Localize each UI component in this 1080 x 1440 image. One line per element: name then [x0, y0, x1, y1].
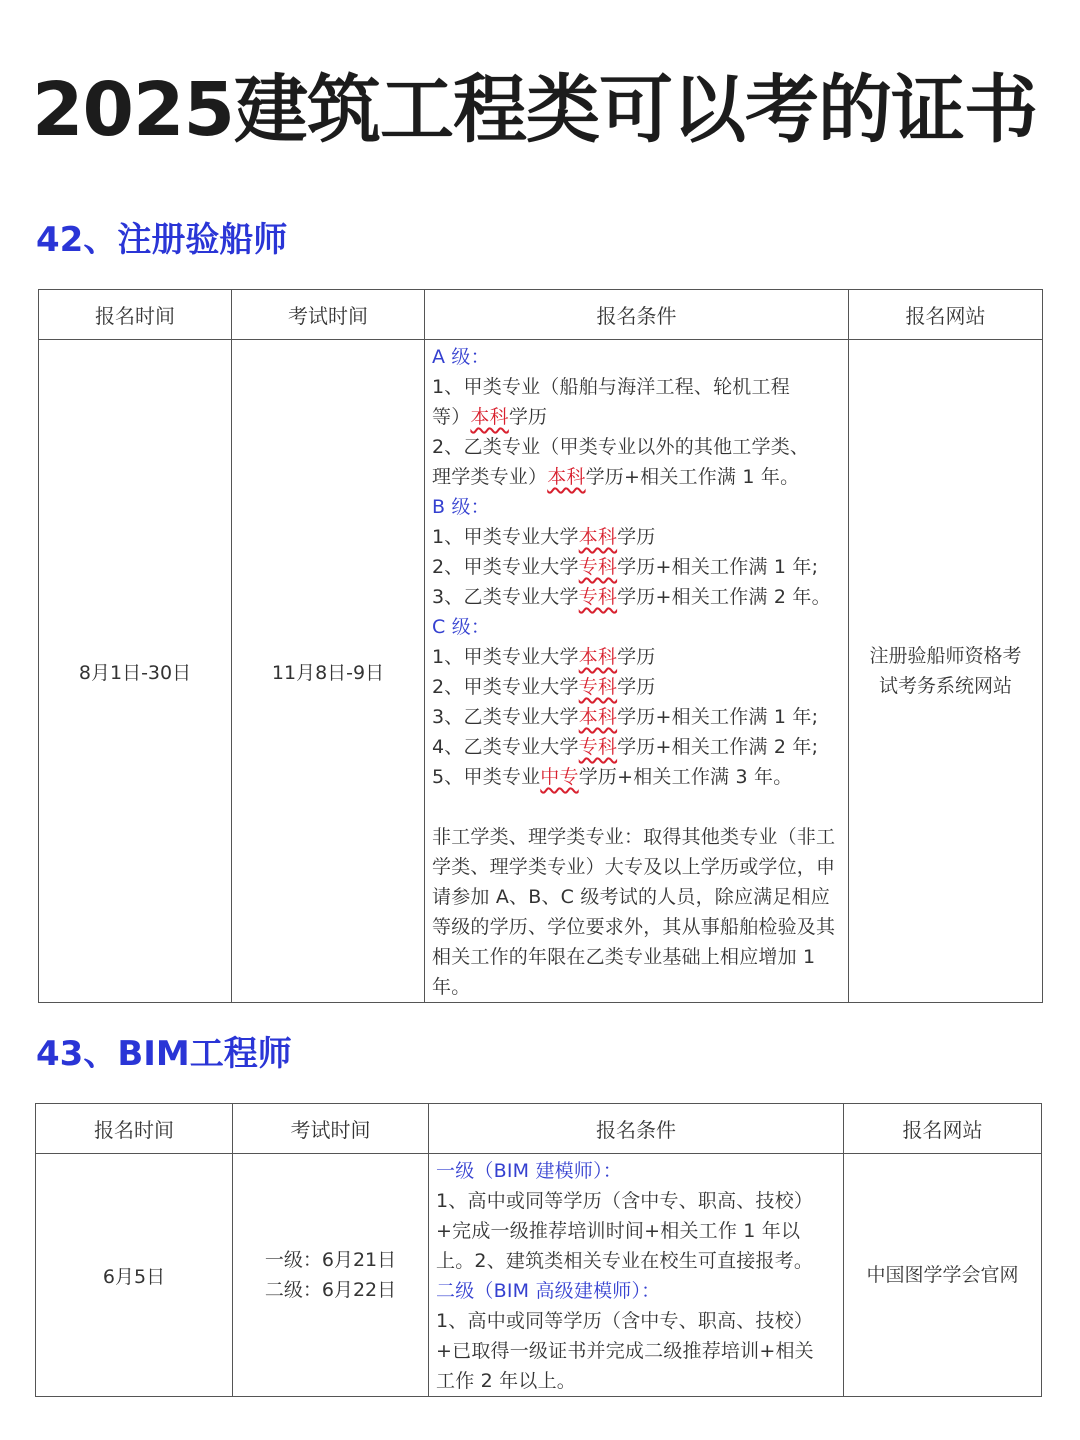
condition-line: 1、高中或同等学历（含中专、职高、技校） — [436, 1190, 814, 1212]
condition-line: 2、甲类专业大学专科学历+相关工作满 1 年; — [432, 556, 819, 578]
condition-line: 理学类专业）本科学历+相关工作满 1 年。 — [432, 466, 800, 488]
level-c-title: C 级： — [432, 616, 491, 638]
exam-time-level-1: 一级：6月21日 — [264, 1249, 397, 1271]
header-conditions: 报名条件 — [429, 1104, 844, 1154]
conditions-cell — [425, 340, 849, 1003]
highlight-college: 专科 — [578, 556, 618, 578]
condition-line: 1、甲类专业大学本科学历 — [432, 646, 656, 668]
exam-time-level-2: 二级：6月22日 — [264, 1279, 397, 1301]
website-cell: 注册验船师资格考试考务系统网站 — [849, 340, 1043, 1003]
table-row — [39, 340, 1043, 1003]
conditions-cell — [429, 1154, 844, 1397]
highlight-undergrad: 本科 — [547, 466, 586, 488]
table-row — [36, 1154, 1042, 1397]
condition-line: 上。2、建筑类相关专业在校生可直接报考。 — [436, 1250, 814, 1272]
highlight-undergrad: 本科 — [578, 526, 618, 548]
highlight-undergrad: 本科 — [578, 706, 618, 728]
table-header-row — [36, 1104, 1042, 1154]
level-2-title: 二级（BIM 高级建模师）： — [436, 1280, 661, 1302]
condition-line: 5、甲类专业中专学历+相关工作满 3 年。 — [432, 766, 793, 788]
condition-line: 3、乙类专业大学专科学历+相关工作满 2 年。 — [432, 586, 831, 608]
section-title-bim-engineer: 43、BIM工程师 — [36, 1034, 292, 1074]
non-engineering-note: 非工学类、理学类专业：取得其他类专业（非工学类、理学类专业）大专及以上学历或学位，申请参加 A、B、C 级考试的人员，除应满足相应等级的学历、学位要求外，其从事船舶检验及其相关工作的年限在乙类专业基础上相应增加 1 年。 — [432, 826, 836, 998]
level-b-title: B 级： — [432, 496, 490, 518]
highlight-college: 专科 — [578, 676, 618, 698]
highlight-college: 专科 — [578, 586, 618, 608]
highlight-undergrad: 本科 — [470, 406, 509, 428]
level-a-title: A 级： — [432, 346, 490, 368]
reg-time-cell: 8月1日-30日 — [39, 340, 232, 1003]
condition-line: 等）本科学历 — [432, 406, 548, 428]
condition-line: 1、高中或同等学历（含中专、职高、技校） — [436, 1310, 814, 1332]
highlight-undergrad: 本科 — [578, 646, 618, 668]
reg-time-cell: 6月5日 — [36, 1154, 233, 1397]
header-reg-time: 报名时间 — [39, 290, 232, 340]
condition-line: 2、甲类专业大学专科学历 — [432, 676, 656, 698]
condition-line: 1、甲类专业大学本科学历 — [432, 526, 656, 548]
page-title: 2025建筑工程类可以考的证书 — [32, 67, 1037, 153]
exam-time-cell: 11月8日-9日 — [232, 340, 425, 1003]
exam-time-cell — [233, 1154, 429, 1397]
header-website: 报名网站 — [844, 1104, 1042, 1154]
highlight-college: 专科 — [578, 736, 618, 758]
condition-line: +已取得一级证书并完成二级推荐培训+相关 — [436, 1340, 814, 1362]
highlight-secondary: 中专 — [540, 766, 579, 788]
condition-line: 4、乙类专业大学专科学历+相关工作满 2 年; — [432, 736, 819, 758]
table-header-row — [39, 290, 1043, 340]
level-1-title: 一级（BIM 建模师）： — [436, 1160, 622, 1182]
condition-line: 工作 2 年以上。 — [436, 1370, 576, 1392]
header-conditions: 报名条件 — [425, 290, 849, 340]
header-website: 报名网站 — [849, 290, 1043, 340]
ship-surveyor-table — [38, 289, 1043, 1003]
condition-line: 3、乙类专业大学本科学历+相关工作满 1 年; — [432, 706, 819, 728]
condition-line: +完成一级推荐培训时间+相关工作 1 年以 — [436, 1220, 801, 1242]
section-title-ship-surveyor: 42、注册验船师 — [36, 220, 288, 260]
header-exam-time: 考试时间 — [232, 290, 425, 340]
website-cell: 中国图学学会官网 — [844, 1154, 1042, 1397]
header-reg-time: 报名时间 — [36, 1104, 233, 1154]
condition-line: 2、乙类专业（甲类专业以外的其他工学类、 — [432, 436, 810, 458]
condition-line: 1、甲类专业（船舶与海洋工程、轮机工程 — [432, 376, 790, 398]
bim-engineer-table — [35, 1103, 1042, 1397]
header-exam-time: 考试时间 — [233, 1104, 429, 1154]
